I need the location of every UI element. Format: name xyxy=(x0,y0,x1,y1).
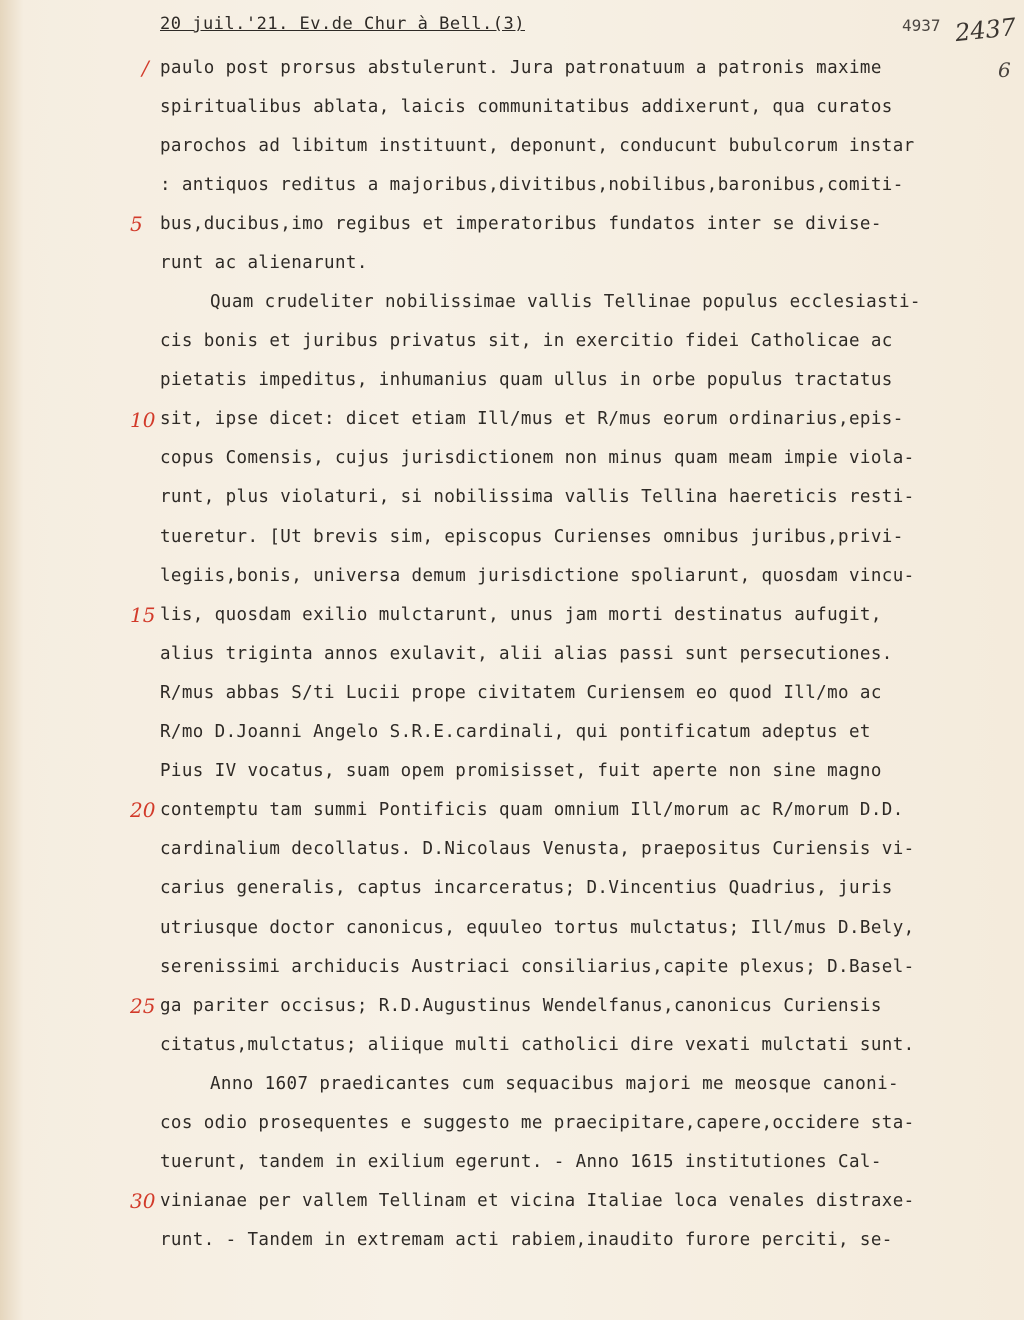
text-line: lis, quosdam exilio mulctarunt, unus jam morti destinatus aufugit, xyxy=(160,605,882,625)
line-number: 5 xyxy=(130,212,143,236)
text-line: serenissimi archiducis Austriaci consiliarius,capite plexus; D.Basel- xyxy=(160,957,915,977)
text-line: runt, plus violaturi, si nobilissima vallis Tellina haereticis resti- xyxy=(160,487,915,507)
text-line: contemptu tam summi Pontificis quam omnium Ill/morum ac R/morum D.D. xyxy=(160,800,904,820)
text-line: runt ac alienarunt. xyxy=(160,253,368,273)
corner-mark: 6 xyxy=(998,58,1011,82)
text-line: Pius IV vocatus, suam opem promisisset, fuit aperte non sine magno xyxy=(160,761,882,781)
text-line: Quam crudeliter nobilissimae vallis Tellinae populus ecclesiasti- xyxy=(210,292,921,312)
line-number: 25 xyxy=(130,994,156,1018)
text-line: : antiquos reditus a majoribus,divitibus,nobilibus,baronibus,comiti- xyxy=(160,175,904,195)
page-edge-shadow xyxy=(0,0,24,1320)
text-line: ga pariter occisus; R.D.Augustinus Wendelfanus,canonicus Curiensis xyxy=(160,996,882,1016)
text-line: utriusque doctor canonicus, equuleo tortus mulctatus; Ill/mus D.Bely, xyxy=(160,918,915,938)
line-number: 15 xyxy=(130,603,156,627)
text-line: citatus,mulctatus; aliique multi catholici dire vexati mulctati sunt. xyxy=(160,1035,915,1055)
text-line: paulo post prorsus abstulerunt. Jura patronatuum a patronis maxime xyxy=(160,58,882,78)
text-line: cos odio prosequentes e suggesto me praecipitare,capere,occidere sta- xyxy=(160,1113,915,1133)
text-line: spiritualibus ablata, laicis communitatibus addixerunt, qua curatos xyxy=(160,97,893,117)
text-line: cardinalium decollatus. D.Nicolaus Venusta, praepositus Curiensis vi- xyxy=(160,839,915,859)
text-line: legiis,bonis, universa demum jurisdictione spoliarunt, quosdam vincu- xyxy=(160,566,915,586)
text-line: pietatis impeditus, inhumanius quam ullus in orbe populus tractatus xyxy=(160,370,893,390)
text-line: tuerunt, tandem in exilium egerunt. - Anno 1615 institutiones Cal- xyxy=(160,1152,882,1172)
text-line: vinianae per vallem Tellinam et vicina Italiae loca venales distraxe- xyxy=(160,1191,915,1211)
archive-number: 4937 xyxy=(902,16,941,35)
line-number: 30 xyxy=(130,1189,156,1213)
text-line: runt. - Tandem in extremam acti rabiem,inaudito furore perciti, se- xyxy=(160,1230,893,1250)
text-line: cis bonis et juribus privatus sit, in exercitio fidei Catholicae ac xyxy=(160,331,893,351)
text-line: parochos ad libitum instituunt, deponunt, conducunt bubulcorum instar xyxy=(160,136,915,156)
text-line: Anno 1607 praedicantes cum sequacibus majori me meosque canoni- xyxy=(210,1074,899,1094)
text-line: tueretur. [Ut brevis sim, episcopus Curienses omnibus juribus,privi- xyxy=(160,527,904,547)
text-line: bus,ducibus,imo regibus et imperatoribus fundatos inter se divise- xyxy=(160,214,882,234)
text-line: R/mo D.Joanni Angelo S.R.E.cardinali, qui pontificatum adeptus et xyxy=(160,722,871,742)
line-number: / xyxy=(142,56,149,80)
text-line: R/mus abbas S/ti Lucii prope civitatem Curiensem eo quod Ill/mo ac xyxy=(160,683,882,703)
document-header: 20 juil.'21. Ev.de Chur à Bell.(3) xyxy=(160,14,525,34)
line-number: 20 xyxy=(130,798,156,822)
text-line: alius triginta annos exulavit, alii alias passi sunt persecutiones. xyxy=(160,644,893,664)
text-line: copus Comensis, cujus jurisdictionem non minus quam meam impie viola- xyxy=(160,448,915,468)
handwritten-reference: 2437 xyxy=(953,12,1018,48)
text-line: sit, ipse dicet: dicet etiam Ill/mus et R/mus eorum ordinarius,epis- xyxy=(160,409,904,429)
text-line: carius generalis, captus incarceratus; D.Vincentius Quadrius, juris xyxy=(160,878,893,898)
line-number: 10 xyxy=(130,408,156,432)
